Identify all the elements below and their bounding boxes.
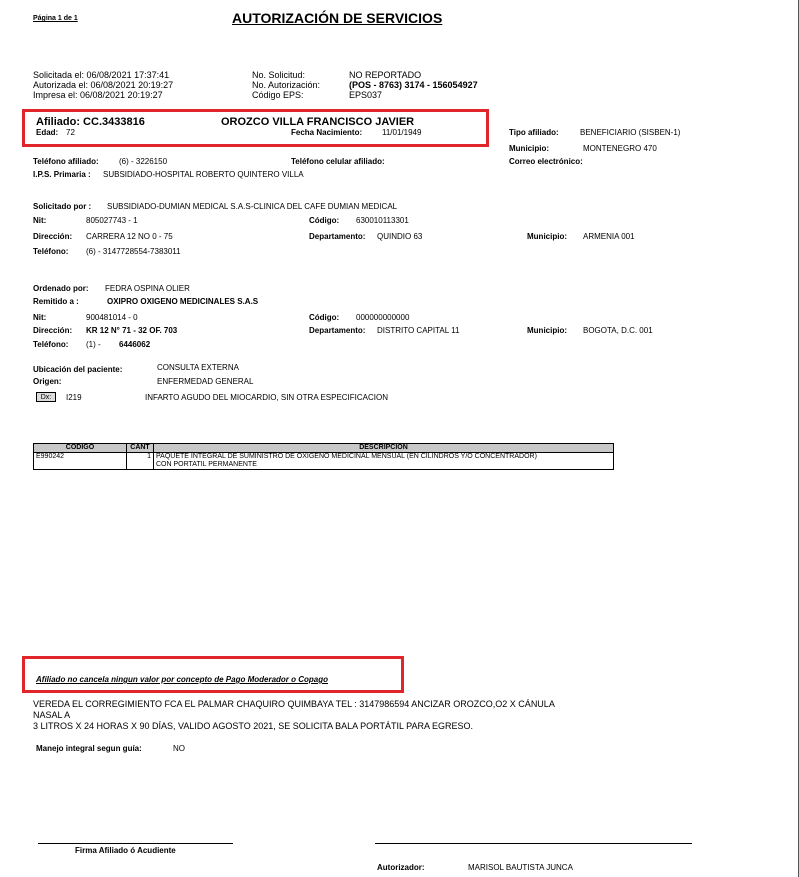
correo-label: Correo electrónico: xyxy=(509,157,583,166)
solicitado-codigo-label: Código: xyxy=(309,216,340,225)
page-number: Página 1 de 1 xyxy=(33,15,78,22)
remitido-direccion-value: KR 12 N° 71 - 32 OF. 703 xyxy=(86,326,178,335)
telefono-afiliado-value: (6) - 3226150 xyxy=(119,157,168,166)
origen-label: Origen: xyxy=(33,377,62,386)
services-table xyxy=(33,443,614,470)
firma-afiliado-label: Firma Afiliado ó Acudiente xyxy=(75,846,176,855)
remitido-nit-label: Nit: xyxy=(33,313,47,322)
no-solicitud-value: NO REPORTADO xyxy=(349,70,422,80)
table-header-row xyxy=(34,444,614,453)
fecha-nacimiento-label: Fecha Nacimiento: xyxy=(291,128,363,137)
manejo-integral-value: NO xyxy=(173,744,185,753)
tipo-afiliado-label: Tipo afiliado: xyxy=(509,128,559,137)
solicitado-direccion-value: CARRERA 12 NO 0 - 75 xyxy=(86,232,173,241)
impresa-date: Impresa el: 06/08/2021 20:19:27 xyxy=(33,90,163,100)
remitido-telefono-label: Teléfono: xyxy=(33,340,69,349)
table-row xyxy=(34,453,614,470)
autorizador-label: Autorizador: xyxy=(377,863,425,872)
remitido-direccion-label: Dirección: xyxy=(33,326,73,335)
solicitado-departamento-label: Departamento: xyxy=(309,232,366,241)
afiliado-highlight-box xyxy=(22,109,489,147)
page-title: AUTORIZACIÓN DE SERVICIOS xyxy=(232,10,443,26)
cell-descripcion xyxy=(154,453,614,470)
telefono-afiliado-label: Teléfono afiliado: xyxy=(33,157,99,166)
solicitado-telefono-label: Teléfono: xyxy=(33,247,69,256)
solicitado-codigo-value: 630010113301 xyxy=(356,216,409,225)
remitido-municipio-label: Municipio: xyxy=(527,326,567,335)
remitido-label: Remitido a : xyxy=(33,297,79,306)
codigo-eps-value: EPS037 xyxy=(349,90,383,100)
cell-cant: 1 xyxy=(127,453,154,470)
ips-primaria-label: I.P.S. Primaria : xyxy=(33,170,91,179)
solicitado-telefono-value: (6) - 3147728554-7383011 xyxy=(86,247,181,256)
municipio-afiliado-label: Municipio: xyxy=(509,144,549,153)
autorizador-value: MARISOL BAUTISTA JUNCA xyxy=(468,863,573,872)
copago-highlight-box xyxy=(22,656,404,693)
edad-value: 72 xyxy=(66,128,75,137)
remitido-telefono-prefix: (1) - xyxy=(86,340,101,349)
solicitado-label: Solicitado por : xyxy=(33,202,92,211)
no-autorizacion-label: No. Autorización: xyxy=(252,80,321,90)
solicitado-municipio-label: Municipio: xyxy=(527,232,567,241)
copago-note: Afiliado no cancela ningun valor por concepto de Pago Moderador o Copago xyxy=(36,675,329,684)
descripcion-line-1: PAQUETE INTEGRAL DE SUMINISTRO DE OXIGENO MEDICINAL MENSUAL (EN CILINDROS Y/O CONCENTRADOR) xyxy=(156,453,537,460)
solicitado-departamento-value: QUINDIO 63 xyxy=(377,232,423,241)
autorizador-line xyxy=(375,843,692,844)
solicitado-nit-label: Nit: xyxy=(33,216,47,225)
municipio-afiliado-value: MONTENEGRO 470 xyxy=(583,144,657,153)
remitido-value: OXIPRO OXIGENO MEDICINALES S.A.S xyxy=(107,297,259,306)
observacion-line-2: NASAL A xyxy=(33,710,71,720)
remitido-departamento-label: Departamento: xyxy=(309,326,366,335)
cell-codigo: E990242 xyxy=(34,453,127,470)
solicitada-date: Solicitada el: 06/08/2021 17:37:41 xyxy=(33,70,170,80)
firma-afiliado-line xyxy=(38,843,233,844)
ordenado-label: Ordenado por: xyxy=(33,284,89,293)
tipo-afiliado-value: BENEFICIARIO (SISBEN-1) xyxy=(580,128,681,137)
codigo-eps-label: Código EPS: xyxy=(252,90,304,100)
afiliado-nombre: OROZCO VILLA FRANCISCO JAVIER xyxy=(221,116,415,128)
fecha-nacimiento-value: 11/01/1949 xyxy=(382,128,422,137)
remitido-departamento-value: DISTRITO CAPITAL 11 xyxy=(377,326,460,335)
solicitado-municipio-value: ARMENIA 001 xyxy=(583,232,635,241)
dx-description: INFARTO AGUDO DEL MIOCARDIO, SIN OTRA ESPECIFICACION xyxy=(145,393,389,402)
solicitado-direccion-label: Dirección: xyxy=(33,232,73,241)
no-solicitud-label: No. Solicitud: xyxy=(252,70,306,80)
no-autorizacion-value: (POS - 8763) 3174 - 156054927 xyxy=(349,80,478,90)
afiliado-id: Afiliado: CC.3433816 xyxy=(36,116,145,128)
solicitado-value: SUBSIDIADO-DUMIAN MEDICAL S.A.S-CLINICA DEL CAFE DUMIAN MEDICAL xyxy=(107,202,398,211)
observacion-line-3: 3 LITROS X 24 HORAS X 90 DÍAS, VALIDO AGOSTO 2021, SE SOLICITA BALA PORTÁTIL PARA EGRESO. xyxy=(33,721,474,731)
manejo-integral-label: Manejo integral segun guía: xyxy=(36,744,142,753)
descripcion-line-2: CON PORTATIL PERMANENTE xyxy=(156,461,257,468)
remitido-telefono-value: 6446062 xyxy=(119,340,151,349)
remitido-municipio-value: BOGOTA, D.C. 001 xyxy=(583,326,653,335)
header-codigo: CODIGO xyxy=(34,444,127,453)
ips-primaria-value: SUBSIDIADO-HOSPITAL ROBERTO QUINTERO VILLA xyxy=(103,170,304,179)
header-descripcion: DESCRIPCION xyxy=(154,444,614,453)
ubicacion-value: CONSULTA EXTERNA xyxy=(157,363,239,372)
ordenado-value: FEDRA OSPINA OLIER xyxy=(105,284,190,293)
remitido-nit-value: 900481014 - 0 xyxy=(86,313,138,322)
edad-label: Edad: xyxy=(36,128,59,137)
ubicacion-label: Ubicación del paciente: xyxy=(33,365,123,374)
header-cant: CANT xyxy=(127,444,154,453)
autorizada-date: Autorizada el: 06/08/2021 20:19:27 xyxy=(33,80,174,90)
remitido-codigo-value: 000000000000 xyxy=(356,313,410,322)
origen-value: ENFERMEDAD GENERAL xyxy=(157,377,254,386)
solicitado-nit-value: 805027743 - 1 xyxy=(86,216,138,225)
dx-box: Dx: xyxy=(36,392,56,402)
observacion-line-1: VEREDA EL CORREGIMIENTO FCA EL PALMAR CHAQUIRO QUIMBAYA TEL : 3147986594 ANCIZAR OROZCO,O2 X CÁNULA xyxy=(33,699,555,709)
remitido-codigo-label: Código: xyxy=(309,313,340,322)
dx-code: I219 xyxy=(66,393,82,402)
telefono-celular-label: Teléfono celular afiliado: xyxy=(291,157,385,166)
